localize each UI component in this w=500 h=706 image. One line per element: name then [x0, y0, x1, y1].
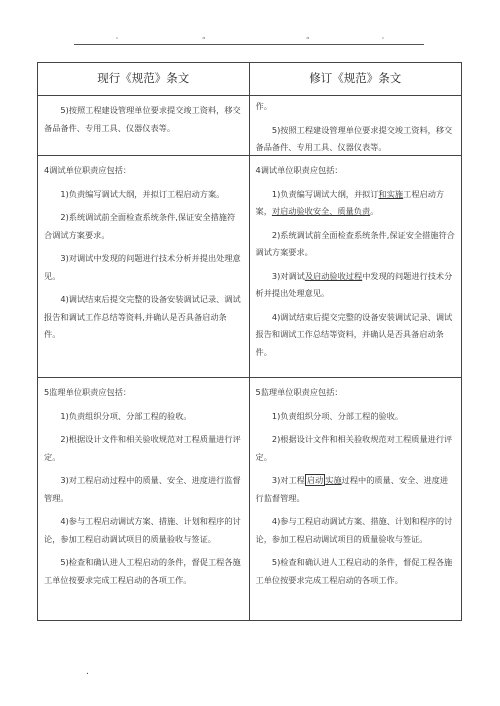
- text-span: ，: [263, 206, 272, 216]
- row3-revised-title: 5监理单位职责应包括：: [255, 387, 343, 397]
- row3-revised-item: 1)负责组织分项、分部工程的验收。: [271, 410, 404, 421]
- text-span: 过程中的质量、安全、进度进行监督管理。: [255, 475, 449, 503]
- row1-revised: [250, 95, 462, 155]
- row3-current-title: 5监理单位职责应包括：: [44, 387, 132, 397]
- row3-revised: [250, 377, 462, 620]
- row3-current-item: 2)根据设计文件和相关验收规范对工程质量进行评定。: [44, 434, 241, 462]
- row2-current: [38, 155, 250, 377]
- row2-current-item: 3)对调试中发现的问题进行技术分析并提出处理意见。: [44, 253, 241, 281]
- row2-revised-item: 4)调试结束后提交完整的设备安装调试记录、调试报告和调试工作总结等资料，并确认是否具备启动条件。: [255, 311, 453, 357]
- underlined-insertion: 实施: [325, 475, 342, 485]
- row2-revised-item: [256, 268, 456, 303]
- column-header-current: 现行《规范》条文: [38, 63, 250, 95]
- text-span: 。: [370, 206, 379, 216]
- underlined-insertion: 对启动验收安全、质量负责: [271, 206, 371, 216]
- row2-revised-item: 2)系统调试前全面检查系统条件,保证安全措施符合调试方案要求。: [255, 229, 455, 257]
- underlined-insertion: 和实施: [378, 188, 404, 199]
- row3-revised-item: 4)参与工程启动调试方案、措施、计划和程序的讨论，参加工程启动调试项目的质量验收与签证。: [255, 516, 453, 544]
- row3-revised-item: 2)根据设计文件和相关验收规范对工程质量进行评定。: [255, 434, 453, 462]
- row3-current-item: 5)检查和确认进人工程启动的条件，督促工程各施工单位按要求完成工程启动的各项工作。: [44, 557, 241, 585]
- boxed-deletion: 启动: [306, 475, 324, 485]
- row3-revised-item: [256, 472, 456, 507]
- row3-revised-item: 5)检查和确认进人工程启动的条件，督促工程各施工单位按要求完成工程启动的各项工作。: [255, 557, 453, 585]
- row3-current-item: 3)对工程启动过程中的质量、安全、进度进行监督管理。: [44, 475, 241, 503]
- row3-current-item: 1)负责组织分项、分部工程的验收。: [60, 410, 192, 421]
- header-rule: [74, 44, 424, 45]
- text-span: 1)负责编写调试大纲，并拟订: [271, 188, 379, 199]
- text-span: 工程启动方案: [255, 188, 445, 216]
- header-mark: “: [306, 36, 310, 44]
- row2-current-item: 1)负责编写调试大纲，并拟订工程启动方案。: [60, 188, 225, 199]
- footer-mark: .: [86, 667, 89, 677]
- row1-revised-text: 5)按照工程建设管理单位要求提交竣工资料，移交备品备件、专用工具、仪器仪表等。: [255, 124, 453, 152]
- row1-current-text: 5)按照工程建设管理单位要求提交竣工资料，移交备品备件、专用工具、仪器仪表等。: [44, 105, 241, 133]
- header-mark: ': [116, 36, 118, 44]
- underlined-insertion: 及启动验收过程: [304, 270, 363, 281]
- text-span: 3)对调试: [271, 270, 305, 281]
- row1-revised-lead: 作。: [255, 101, 272, 111]
- row2-current-item: 2)系统调试前全面检查系统条件,保证安全措施符合调试方案要求。: [44, 212, 236, 240]
- header-marks: [74, 36, 424, 44]
- column-header-revised: 修订《规范》条文: [309, 71, 402, 86]
- row2-revised: [250, 155, 462, 377]
- row2-revised-item: [256, 186, 456, 221]
- text-span: 3)对工程: [271, 475, 305, 485]
- row2-revised-title: 4调试单位职责应包括：: [255, 165, 343, 175]
- row2-current-item: 4)调试结束后提交完整的设备安装调试记录、调试报告和调试工作总结等资料,并确认是否具备启动条件。: [44, 294, 241, 339]
- text-span: 中发现的问题进行技术分析并提出处理意见。: [255, 270, 453, 298]
- comparison-table: [37, 62, 462, 621]
- header-mark: ': [382, 36, 384, 44]
- header-mark: “: [202, 36, 206, 44]
- row3-current: [38, 377, 250, 620]
- row2-current-title: 4调试单位职责应包括：: [44, 165, 132, 175]
- row3-current-item: 4)参与工程启动调试方案、措施、计划和程序的讨论，参加工程启动调试项目的质量验收与签证。: [44, 516, 241, 544]
- row1-current: [38, 95, 250, 155]
